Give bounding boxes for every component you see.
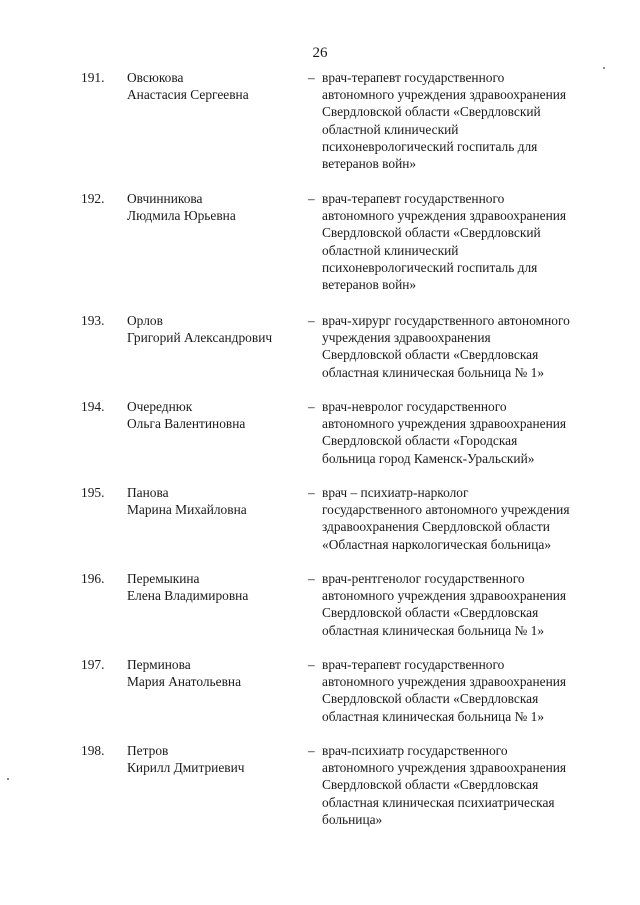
desc-line: врач-терапевт государственного [322,70,505,85]
name-line: Перминова [127,657,191,672]
entry-dash: – [308,571,315,586]
desc-line: здравоохранения Свердловской области [322,519,550,535]
position-description [322,484,622,553]
desc-line: Свердловской области «Свердловский [322,104,541,120]
entry-number: 196. [81,571,105,586]
desc-line: областная клиническая психиатрическая [322,794,555,810]
entry-number: 193. [81,313,105,328]
entry-dash: – [308,399,315,414]
desc-line: «Областная наркологическая больница» [322,536,552,552]
desc-line: психоневрологический госпиталь для [322,138,538,154]
desc-line: Свердловской области «Свердловская [322,777,539,793]
person-name [127,742,307,776]
list-item [0,484,640,556]
name-line: Очереднюк [127,399,193,414]
list-item [0,742,640,832]
desc-line: ветеранов войн» [322,277,417,293]
desc-line: врач-невролог государственного [322,399,507,414]
desc-line: врач-терапевт государственного [322,657,505,672]
scan-speck [7,778,9,780]
list-item [0,398,640,470]
entry-dash: – [308,485,315,500]
entry-number: 194. [81,399,105,414]
position-description [322,570,622,639]
desc-line: больница город Каменск-Уральский» [322,450,535,466]
entry-dash: – [308,70,315,85]
entry-number: 195. [81,485,105,500]
name-line: Елена Владимировна [127,588,249,604]
person-name [127,484,307,518]
person-name [127,69,307,103]
name-line: Петров [127,743,169,758]
list-item [0,190,640,300]
position-description [322,312,622,381]
name-line: Григорий Александрович [127,330,273,346]
entry-dash: – [308,191,315,206]
entry-number: 192. [81,191,105,206]
person-name [127,398,307,432]
desc-line: автономного учреждения здравоохранения [322,760,567,776]
list-item [0,656,640,728]
desc-line: больница» [322,811,383,827]
name-line: Панова [127,485,169,500]
name-line: Марина Михайловна [127,502,247,518]
desc-line: автономного учреждения здравоохранения [322,87,567,103]
position-description [322,398,622,467]
name-line: Перемыкина [127,571,200,586]
name-line: Людмила Юрьевна [127,208,236,224]
desc-line: областная клиническая больница № 1» [322,622,545,638]
desc-line: областной клинический [322,242,459,258]
entry-dash: – [308,743,315,758]
desc-line: автономного учреждения здравоохранения [322,588,567,604]
desc-line: областная клиническая больница № 1» [322,708,545,724]
page-number: 26 [312,45,328,61]
desc-line: врач-психиатр государственного [322,743,508,758]
position-description [322,656,622,725]
desc-line: врач-рентгенолог государственного [322,571,525,586]
entry-dash: – [308,657,315,672]
desc-line: Свердловской области «Свердловский [322,225,541,241]
name-line: Мария Анатольевна [127,674,242,690]
name-line: Овсюкова [127,70,184,85]
entry-number: 198. [81,743,105,758]
name-line: Анастасия Сергеевна [127,87,249,103]
person-name [127,190,307,224]
scan-speck [603,67,605,69]
name-line: Ольга Валентиновна [127,416,246,432]
desc-line: Свердловской области «Городская [322,433,518,449]
desc-line: учреждения здравоохранения [322,330,491,346]
person-name [127,570,307,604]
name-line: Орлов [127,313,163,328]
desc-line: врач-терапевт государственного [322,191,505,206]
desc-line: врач – психиатр-нарколог [322,485,469,500]
desc-line: ветеранов войн» [322,156,417,172]
name-line: Кирилл Дмитриевич [127,760,245,776]
entry-number: 197. [81,657,105,672]
list-item [0,312,640,384]
entry-number: 191. [81,70,105,85]
list-item [0,570,640,642]
list-item [0,69,640,179]
desc-line: Свердловской области «Свердловская [322,691,539,707]
desc-line: автономного учреждения здравоохранения [322,674,567,690]
person-name [127,656,307,690]
position-description [322,742,622,828]
desc-line: областной клинический [322,121,459,137]
desc-line: Свердловской области «Свердловская [322,605,539,621]
desc-line: областная клиническая больница № 1» [322,364,545,380]
name-line: Овчинникова [127,191,203,206]
desc-line: врач-хирург государственного автономного [322,313,570,328]
desc-line: автономного учреждения здравоохранения [322,208,567,224]
entry-dash: – [308,313,315,328]
position-description [322,190,622,293]
person-name [127,312,307,346]
desc-line: психоневрологический госпиталь для [322,259,538,275]
desc-line: Свердловской области «Свердловская [322,347,539,363]
position-description [322,69,622,172]
desc-line: государственного автономного учреждения [322,502,570,518]
desc-line: автономного учреждения здравоохранения [322,416,567,432]
